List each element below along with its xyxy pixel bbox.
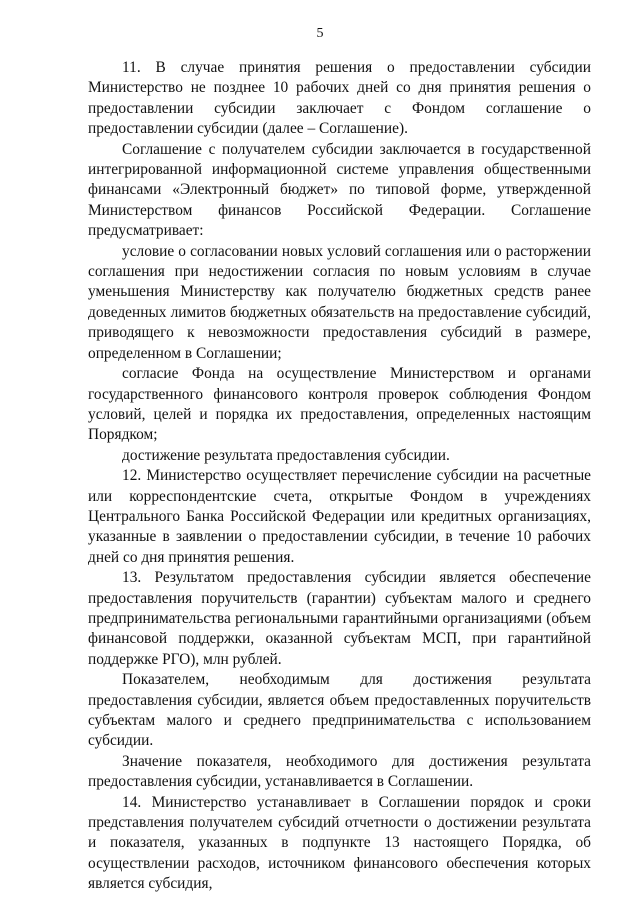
paragraph-fund-consent: согласие Фонда на осуществление Министерством и органами государственного финансового контроля проверок соблюдения Фондом условий, целей и порядка их предоставления, определенных настоящим Порядком; [88, 365, 591, 444]
paragraph-agreement: Соглашение с получателем субсидии заключается в государственной интегрированной информационной системе управления общественными финансами «Электронный бюджет» по типовой форме, утвержденной Министерством финансов Российской Федерации. Соглашение предусматривает: [88, 140, 591, 240]
paragraph-indicator-value: Значение показателя, необходимого для достижения результата предоставления субсидии, устанавливается в Соглашении. [88, 752, 591, 791]
paragraph-indicator: Показателем, необходимым для достижения результата предоставления субсидии, является объем предоставленных поручительств субъектам малого и среднего предпринимательства с использованием субсидии. [88, 671, 591, 750]
paragraph-condition-new-terms: условие о согласовании новых условий соглашения или о расторжении соглашения при недостижении согласия по новым условиям в случае уменьшения Министерству как получателю бюджетных средств ранее доведенных лимитов бюджетных обязательств на предоставление субсидий, приводящего к невозможности предоставления субсидий в размере, определенном в Соглашении; [88, 242, 591, 362]
paragraph-result-achievement: достижение результата предоставления субсидии. [122, 446, 450, 464]
paragraph-14: 14. Министерство устанавливает в Соглашении порядок и сроки представления получателем субсидий отчетности о достижении результата и показателя, указанных в подпункте 13 настоящего Порядка, об осуществлении расходов, источником финансового обеспечения которых является субсидия, [88, 793, 591, 893]
paragraph-13: 13. Результатом предоставления субсидии является обеспечение предоставления поручительств (гарантии) субъектам малого и среднего предпринимательства региональными гарантийными организациями (объем финансовой поддержки, оказанной субъектам МСП, при гарантийной поддержке РГО), млн рублей. [88, 569, 591, 668]
paragraph-12: 12. Министерство осуществляет перечисление субсидии на расчетные или корреспондентские счета, открытые Фондом в учреждениях Центрального Банка Российской Федерации или кредитных организациях, указанные в заявлении о предоставлении субсидии, в течение 10 рабочих дней со дня принятия решения. [88, 467, 591, 566]
document-body [88, 58, 591, 895]
paragraph-11: 11. В случае принятия решения о предоставлении субсидии Министерство не позднее 10 рабочих дней со дня принятия решения о предоставлении субсидии заключает с Фондом соглашение о предоставлении субсидии (далее – Соглашение). [88, 59, 591, 138]
page-number: 5 [316, 26, 324, 41]
